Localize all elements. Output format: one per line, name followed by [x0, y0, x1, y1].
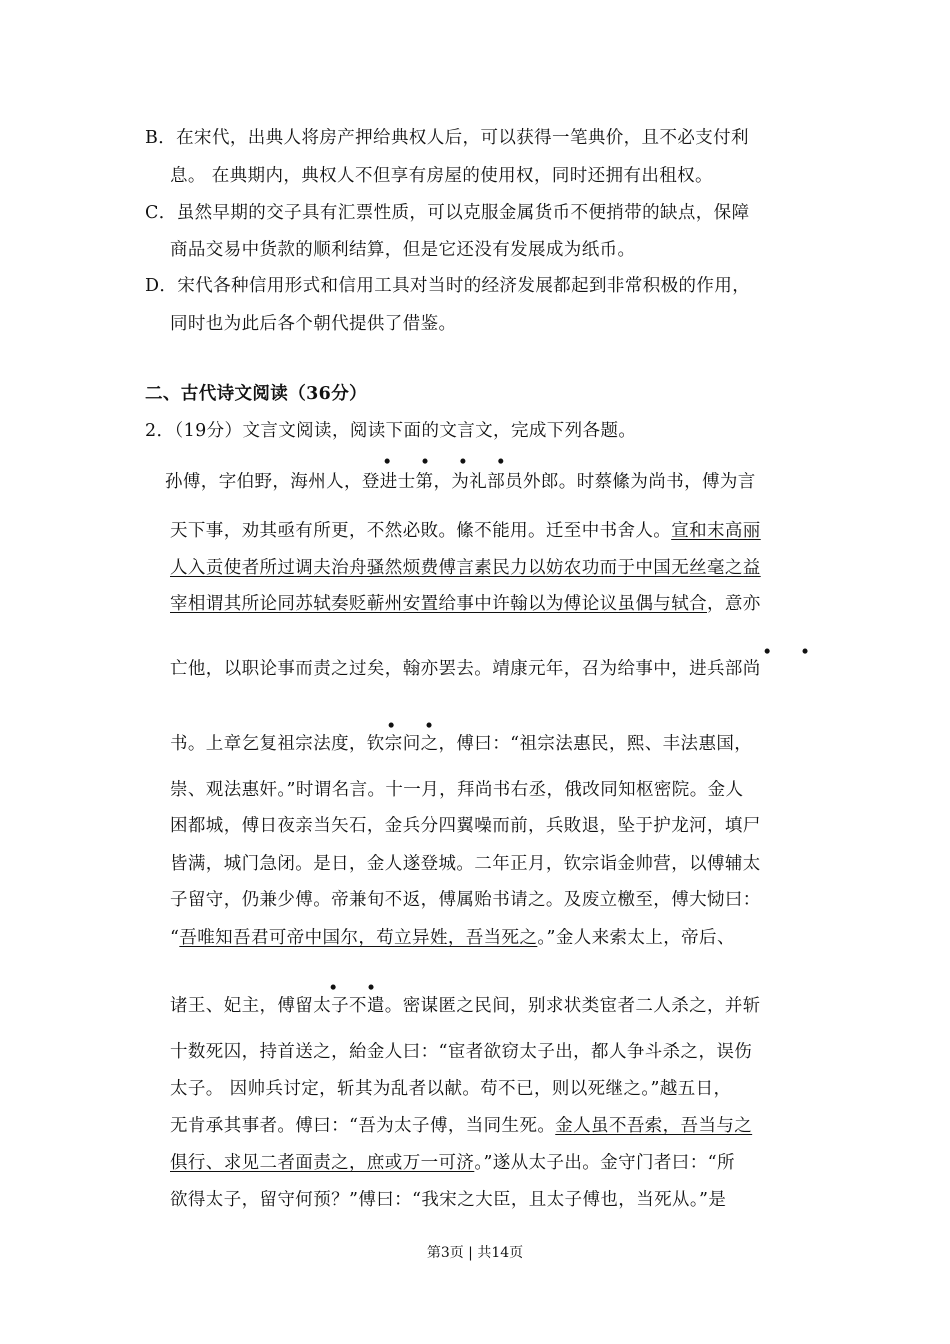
option-b-line2: 息。 在典期内，典权人不但享有房屋的使用权，同时还拥有出租权。: [170, 166, 713, 186]
passage-line: 无肯承其事者。傅曰：“吾为太子傅，当同生死。金人虽不吾索，吾当与之: [170, 1116, 753, 1136]
passage-line: 太子。 因帅兵讨定，斩其为乱者以献。苟不已，则以死继之。”越五日，: [170, 1079, 732, 1099]
underlined-sentence: 俱行、求见二者面责之，庶或万一可济: [170, 1153, 475, 1173]
emphasis-dots: • • • •: [382, 453, 517, 473]
passage-line: 书。上章乞复祖宗法度，钦宗问之，傅曰：“祖宗法惠民，熙、丰法惠国，: [170, 734, 753, 754]
passage-line: 亡他，以职论事而责之过矣，翰亦罢去。靖康元年，召为给事中，进兵部尚: [170, 659, 761, 679]
passage-line: 十数死囚，持首送之，紿金人曰：“宦者欲窃太子出，都人争斗杀之，误伤: [170, 1042, 753, 1062]
emphasis-dots: • •: [328, 979, 388, 999]
passage-line: 皆满，城门急闭。是日，金人遂登城。二年正月，钦宗诣金帅营，以傅辅太: [170, 854, 761, 874]
emphasis-dots: • •: [386, 717, 446, 737]
emphasis-dots: • •: [762, 643, 822, 663]
passage-line: 子留守，仍兼少傅。帝兼旬不返，傅属贻书请之。及废立檄至，傅大恸曰：: [170, 890, 761, 910]
option-d-line2: 同时也为此后各个朝代提供了借鉴。: [170, 314, 457, 334]
option-b-line1: B．在宋代，出典人将房产押给典权人后，可以获得一笔典价，且不必支付利: [145, 128, 749, 148]
passage-line: 诸王、妃主，傅留太子不遣。密谋匿之民间，别求状类宦者二人杀之，并斩: [170, 996, 761, 1016]
underlined-sentence: 宰相谓其所论同苏轼奏贬蕲州安置给事中许翰以为傅论议虽偶与轼合: [170, 594, 707, 614]
section-heading: 二、古代诗文阅读（36分）: [145, 384, 368, 404]
passage-line: 俱行、求见二者面责之，庶或万一可济。”遂从太子出。金守门者曰：“所: [170, 1153, 735, 1173]
passage-line: 崇、观法惠奸。”时谓名言。十一月，拜尚书右丞，俄改同知枢密院。金人: [170, 780, 744, 800]
passage-line: 人入贡使者所过调夫治舟骚然烦费傅言素民力以妨农功而于中国无丝毫之益: [170, 558, 761, 578]
option-c-line2: 商品交易中货款的顺利结算，但是它还没有发展成为纸币。: [170, 240, 636, 260]
passage-line: 天下事，劝其亟有所更，不然必敗。絛不能用。迁至中书舍人。宣和末高丽: [170, 521, 761, 541]
underlined-sentence: 吾唯知吾君可帝中国尔，苟立异姓，吾当死之: [179, 928, 538, 948]
page-footer: 第3页 | 共14页: [426, 1245, 524, 1261]
option-c-line1: C．虽然早期的交子具有汇票性质，可以克服金属货币不便捎带的缺点，保障: [145, 203, 750, 223]
passage-line: 宰相谓其所论同苏轼奏贬蕲州安置给事中许翰以为傅论议虽偶与轼合，意亦: [170, 594, 761, 614]
underlined-sentence: 金人虽不吾索，吾当与之: [555, 1116, 753, 1136]
passage-line: 孙傅，字伯野，海州人，登进士第，为礼部员外郎。时蔡絛为尚书，傅为言: [165, 472, 756, 492]
passage-line: 欲得太子，留守何预？”傅曰：“我宋之大臣，且太子傅也，当死从。”是: [170, 1190, 727, 1210]
option-d-line1: D．宋代各种信用形式和信用工具对当时的经济发展都起到非常积极的作用，: [145, 276, 751, 296]
passage-line: 困都城，傅日夜亲当矢石，金兵分四翼噪而前，兵敗退，坠于护龙河，填尸: [170, 816, 761, 836]
question-prompt: 2．（19分）文言文阅读，阅读下面的文言文，完成下列各题。: [145, 421, 637, 441]
passage-line: “吾唯知吾君可帝中国尔，苟立异姓，吾当死之。”金人来索太上，帝后、: [170, 928, 735, 948]
underlined-sentence: 宣和末高丽: [671, 521, 761, 541]
